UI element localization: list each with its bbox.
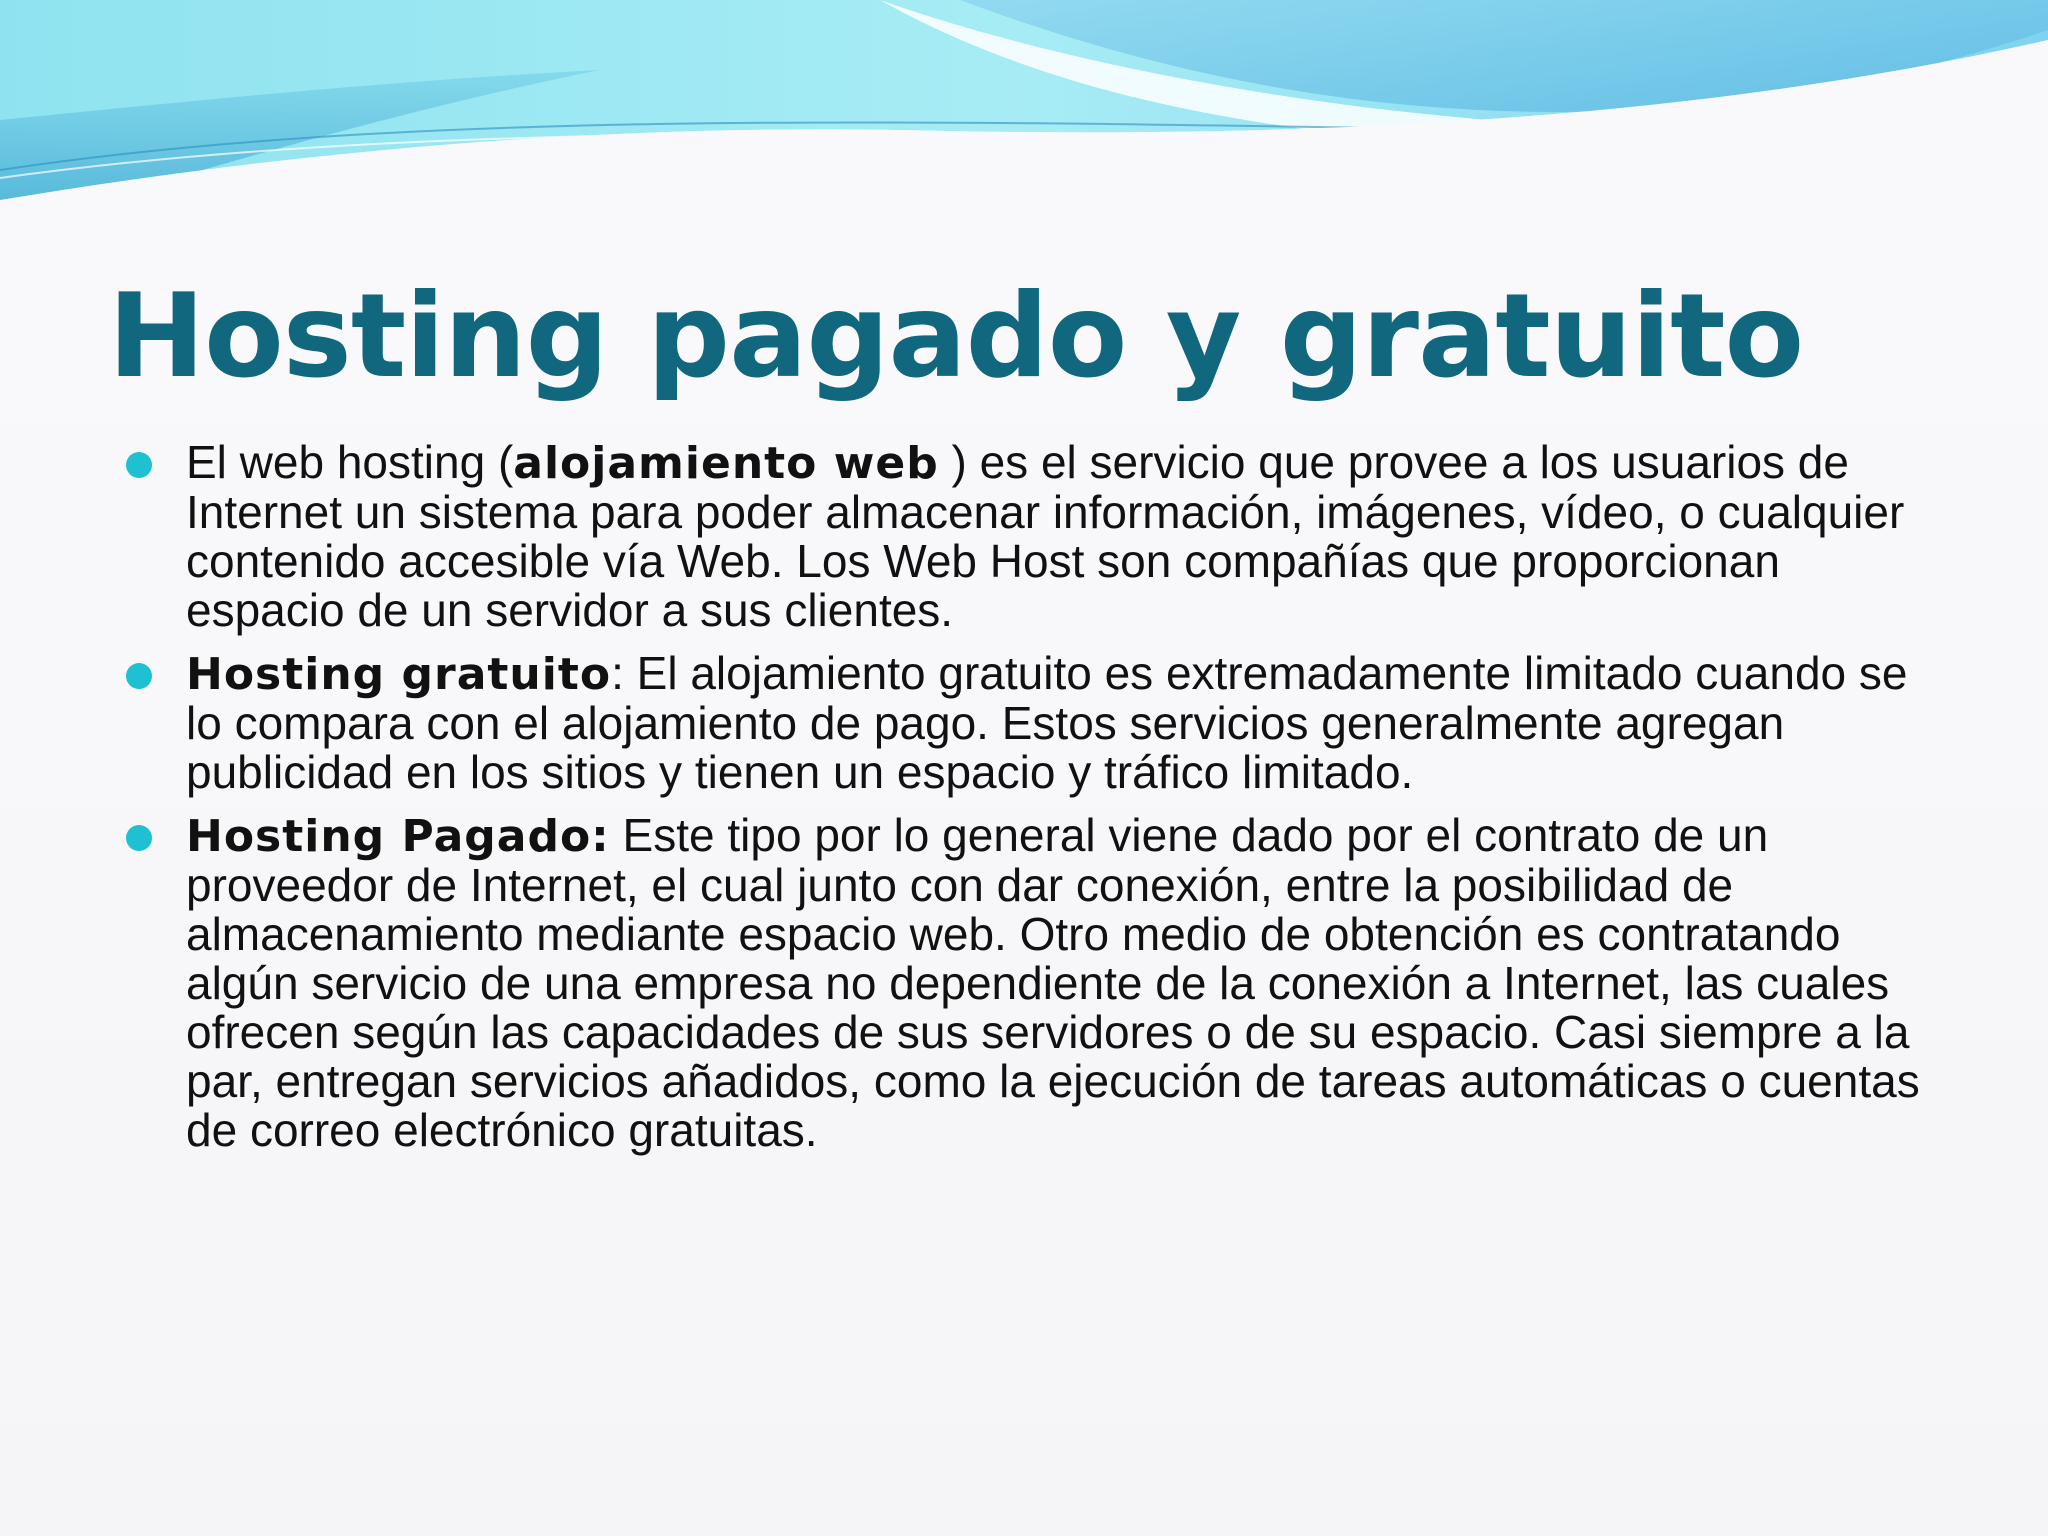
bullet-text-bold: Hosting Pagado: [186, 811, 610, 862]
bullet-dot-icon [126, 825, 152, 851]
bullet-item-web-hosting [126, 438, 1926, 635]
bullet-item-hosting-gratuito [126, 649, 1926, 797]
bullet-item-hosting-pagado [126, 811, 1926, 1155]
bullet-dot-icon [126, 663, 152, 689]
wave-header-decoration [0, 0, 2048, 240]
slide-title: Hosting pagado y gratuito [108, 269, 1804, 404]
bullet-text-post: ) es el servicio que provee a los usuarios de Internet un sistema para poder almacenar información, imágenes, vídeo, o cualquier contenido accesible vía Web. Los Web Host son compañías que proporcionan espacio de un servidor a sus clientes. [186, 436, 1905, 636]
bullet-text-post: Este tipo por lo general viene dado por el contrato de un proveedor de Internet, el cual junto con dar conexión, entre la posibilidad de almacenamiento mediante espacio web. Otro medio de obtención es contratando algún servicio de una empresa no dependiente de la conexión a Internet, las cuales ofrecen según las capacidades de sus servidores o de su espacio. Casi siempre a la par, entregan servicios añadidos, como la ejecución de tareas automáticas o cuentas de correo electrónico gratuitas. [186, 809, 1920, 1156]
bullet-text-bold: Hosting gratuito [186, 649, 612, 700]
bullet-dot-icon [126, 452, 152, 478]
bullet-text-post: : El alojamiento gratuito es extremadamente limitado cuando se lo compara con el alojamiento de pago. Estos servicios generalmente agregan publicidad en los sitios y tienen un espacio y tráfico limitado. [186, 647, 1908, 798]
bullet-list [126, 438, 1926, 1169]
bullet-text-bold: alojamiento web [513, 438, 939, 489]
bullet-text-pre: El web hosting ( [186, 436, 514, 488]
